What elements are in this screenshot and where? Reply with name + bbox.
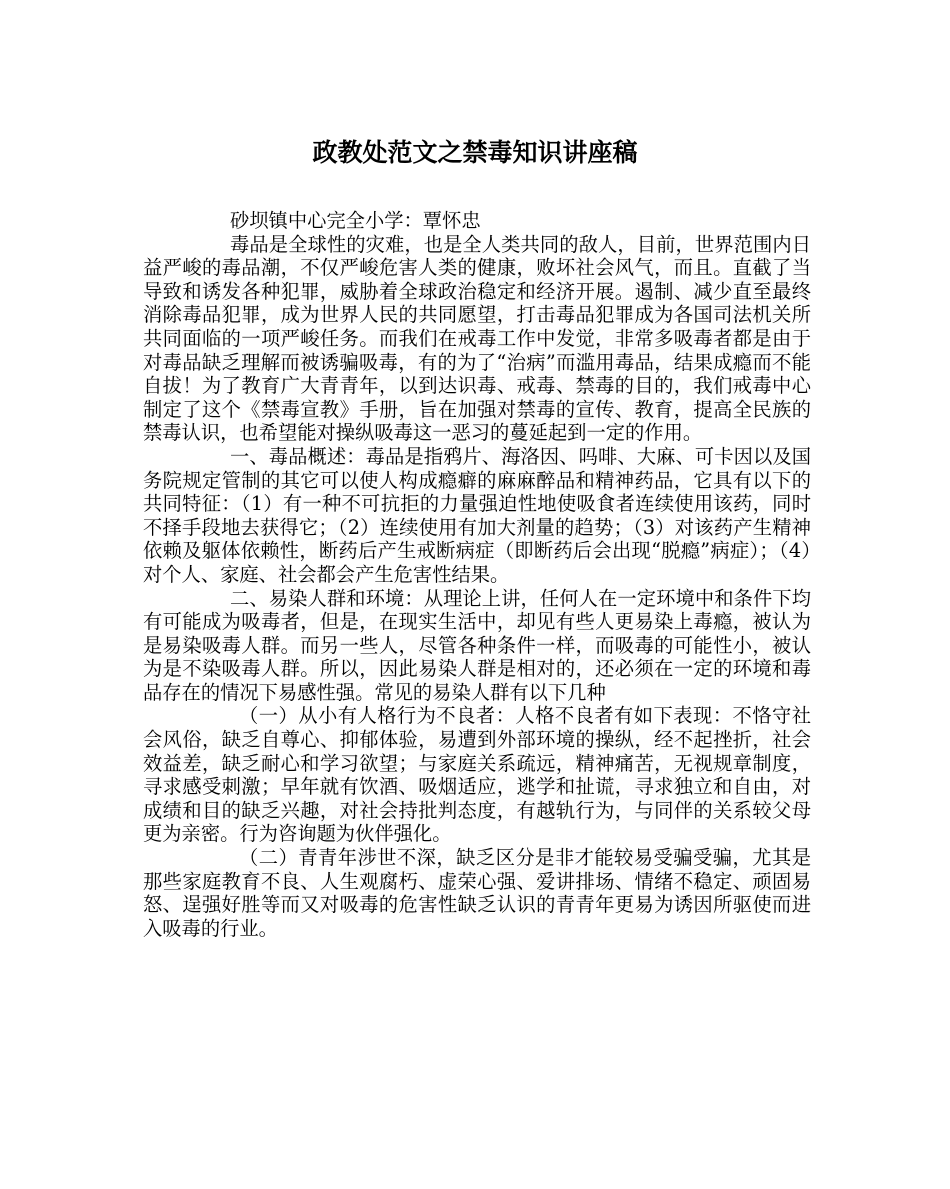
paragraph-drug-overview: 一、毒品概述：毒品是指鸦片、海洛因、吗啡、大麻、可卡因以及国务院规定管制的其它可以使人构成瘾癖的麻麻醉品和精神药品，它具有以下的共同特征：（1）有一种不可抗拒的力量强迫性地使吸食者连续使用该药，同时不择手段地去获得它；（2）连续使用有加大剂量的趋势；（3）对该药产生精神依赖及躯体依赖性，断药后产生戒断病症（即断药后会出现“脱瘾”病症）；（4）对个人、家庭、社会都会产生危害性结果。 [143,444,811,586]
document-title: 政教处范文之禁毒知识讲座稿 [312,138,638,167]
paragraph-group-one: （一）从小有人格行为不良者：人格不良者有如下表现：不恪守社会风俗，缺乏自尊心、抑郁体验，易遭到外部环境的操纵，经不起挫折，社会效益差，缺乏耐心和学习欲望；与家庭关系疏远，精神痛苦，无视规章制度，寻求感受刺激；早年就有饮酒、吸烟适应，逃学和扯谎，寻求独立和自由，对成绩和目的缺乏兴趣，对社会持批判态度，有越轨行为，与同伴的关系较父母更为亲密。行为咨询题为伙伴强化。 [143,704,811,846]
author-line: 砂坝镇中心完全小学：覃怀忠 [230,209,481,232]
paragraph-intro: 毒品是全球性的灾难，也是全人类共同的敌人，目前，世界范围内日益严峻的毒品潮，不仅严峻危害人类的健康，败坏社会风气，而且。直截了当导致和诱发各种犯罪，威胁着全球政治稳定和经济开展。遏制、减少直至最终消除毒品犯罪，成为世界人民的共同愿望，打击毒品犯罪成为各国司法机关所共同面临的一项严峻任务。而我们在戒毒工作中发觉，非常多吸毒者都是由于对毒品缺乏理解而被诱骗吸毒，有的为了“治病”而滥用毒品，结果成瘾而不能自拔！为了教育广大青青年，以到达识毒、戒毒、禁毒的目的，我们戒毒中心制定了这个《禁毒宣教》手册，旨在加强对禁毒的宣传、教育，提高全民族的禁毒认识，也希望能对操纵吸毒这一恶习的蔓延起到一定的作用。 [143,232,811,445]
paragraph-susceptible-groups: 二、易染人群和环境：从理论上讲，任何人在一定环境中和条件下均有可能成为吸毒者，但是，在现实生活中，却见有些人更易染上毒瘾，被认为是易染吸毒人群。而另一些人，尽管各种条件一样，而吸毒的可能性小，被认为是不染吸毒人群。所以，因此易染人群是相对的，还必须在一定的环境和毒品存在的情况下易感性强。常见的易染人群有以下几种 [143,586,811,704]
paragraph-group-two: （二）青青年涉世不深，缺乏区分是非才能较易受骗受骗，尤其是那些家庭教育不良、人生观腐朽、虚荣心强、爱讲排场、情绪不稳定、顽固易怒、逞强好胜等而又对吸毒的危害性缺乏认识的青青年更易为诱因所驱使而进入吸毒的行业。 [143,846,811,940]
document-body [143,209,811,940]
